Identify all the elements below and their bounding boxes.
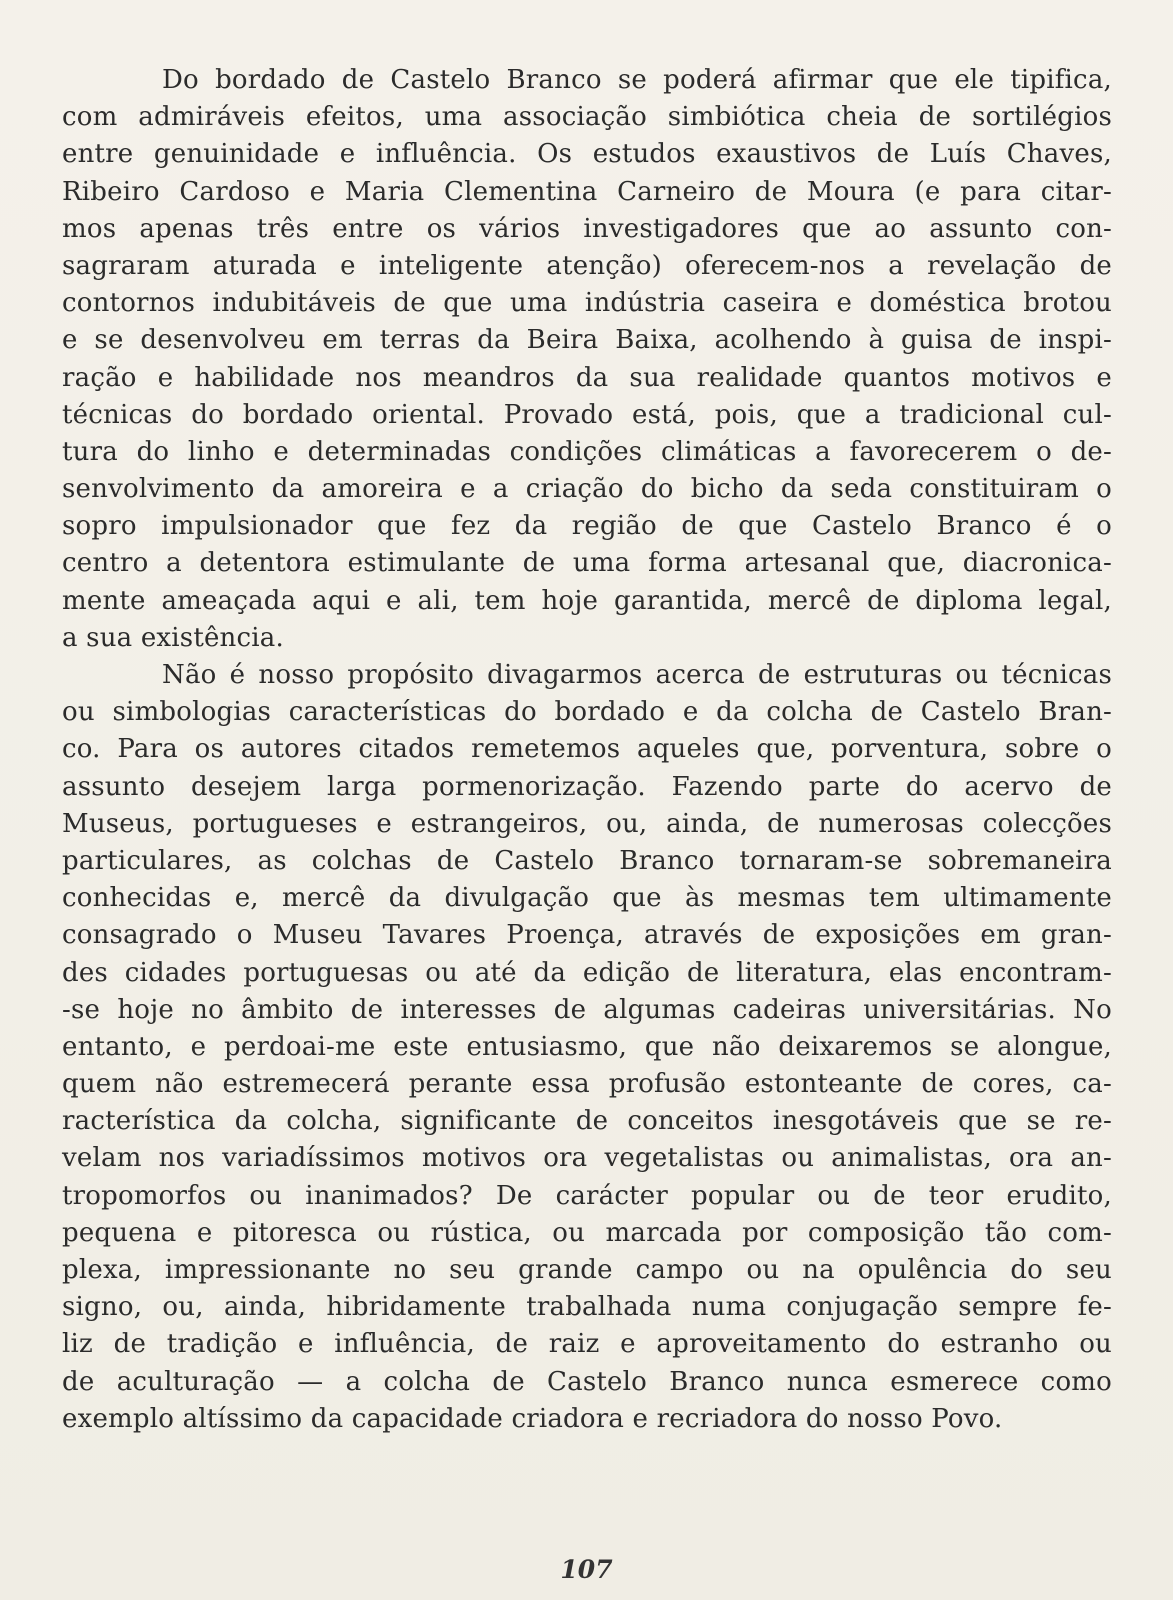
- page-number: 107: [560, 1555, 613, 1584]
- text-line: Não é nosso propósito divagarmos acerca de estruturas ou técnicas: [162, 660, 1112, 690]
- text-line: de aculturação — a colcha de Castelo Branco nunca esmerece como: [62, 1366, 1112, 1397]
- text-line: velam nos variadíssimos motivos ora vegetalistas ou animalistas, ora an-: [62, 1143, 1112, 1174]
- text-line: exemplo altíssimo da capacidade criadora e recriadora do nosso Povo.: [62, 1403, 1003, 1434]
- text-line: -se hoje no âmbito de interesses de algumas cadeiras universitárias. No: [62, 994, 1112, 1025]
- text-line: técnicas do bordado oriental. Provado está, pois, que a tradicional cul-: [62, 399, 1112, 430]
- text-line: ração e habilidade nos meandros da sua realidade quantos motivos e: [62, 362, 1112, 393]
- text-line: centro a detentora estimulante de uma forma artesanal que, diacronica-: [62, 548, 1112, 579]
- text-line: liz de tradição e influência, de raiz e aproveitamento do estranho ou: [62, 1329, 1112, 1360]
- text-line: assunto desejem larga pormenorização. Fazendo parte do acervo de: [62, 771, 1112, 802]
- text-line: quem não estremecerá perante essa profusão estonteante de cores, ca-: [62, 1069, 1112, 1100]
- text-line: Museus, portugueses e estrangeiros, ou, ainda, de numerosas colecções: [62, 808, 1112, 839]
- text-line: ou simbologias características do bordado e da colcha de Castelo Bran-: [62, 697, 1112, 728]
- text-line: conhecidas e, mercê da divulgação que às mesmas tem ultimamente: [62, 883, 1112, 914]
- text-line: senvolvimento da amoreira e a criação do bicho da seda constituiram o: [62, 474, 1112, 505]
- text-line: contornos indubitáveis de que uma indústria caseira e doméstica brotou: [62, 288, 1112, 319]
- text-line: entanto, e perdoai-me este entusiasmo, que não deixaremos se alongue,: [62, 1031, 1112, 1062]
- paragraph-1: [62, 62, 1112, 657]
- text-line: Ribeiro Cardoso e Maria Clementina Carneiro de Moura (e para citar-: [62, 176, 1112, 207]
- text-line: consagrado o Museu Tavares Proença, através de exposições em gran-: [62, 920, 1112, 951]
- text-line: co. Para os autores citados remetemos aqueles que, porventura, sobre o: [62, 734, 1112, 765]
- text-line: mos apenas três entre os vários investigadores que ao assunto con-: [62, 213, 1112, 244]
- text-line: racterística da colcha, significante de conceitos inesgotáveis que se re-: [62, 1106, 1112, 1137]
- text-line: tura do linho e determinadas condições climáticas a favorecerem o de-: [62, 436, 1112, 467]
- paragraph-2: [62, 657, 1112, 1438]
- text-line: plexa, impressionante no seu grande campo ou na opulência do seu: [62, 1255, 1112, 1285]
- text-line: com admiráveis efeitos, uma associação simbiótica cheia de sortilégios: [62, 102, 1112, 133]
- text-line: sagraram aturada e inteligente atenção) oferecem-nos a revelação de: [62, 250, 1112, 281]
- text-line: particulares, as colchas de Castelo Branco tornaram-se sobremaneira: [62, 845, 1112, 876]
- body-text: [62, 62, 1112, 1438]
- text-line: pequena e pitoresca ou rústica, ou marcada por composição tão com-: [62, 1217, 1112, 1248]
- text-line: e se desenvolveu em terras da Beira Baixa, acolhendo à guisa de inspi-: [62, 325, 1112, 356]
- text-line: mente ameaçada aqui e ali, tem hoje garantida, mercê de diploma legal,: [62, 585, 1112, 616]
- text-line: entre genuinidade e influência. Os estudos exaustivos de Luís Chaves,: [62, 139, 1112, 170]
- text-line: tropomorfos ou inanimados? De carácter popular ou de teor erudito,: [62, 1180, 1112, 1211]
- text-line: sopro impulsionador que fez da região de que Castelo Branco é o: [62, 511, 1112, 542]
- text-line: des cidades portuguesas ou até da edição de literatura, elas encontram-: [62, 957, 1112, 988]
- text-line: signo, ou, ainda, hibridamente trabalhada numa conjugação sempre fe-: [62, 1292, 1112, 1323]
- text-line: a sua existência.: [62, 622, 284, 653]
- text-line: Do bordado de Castelo Branco se poderá afirmar que ele tipifica,: [162, 65, 1112, 95]
